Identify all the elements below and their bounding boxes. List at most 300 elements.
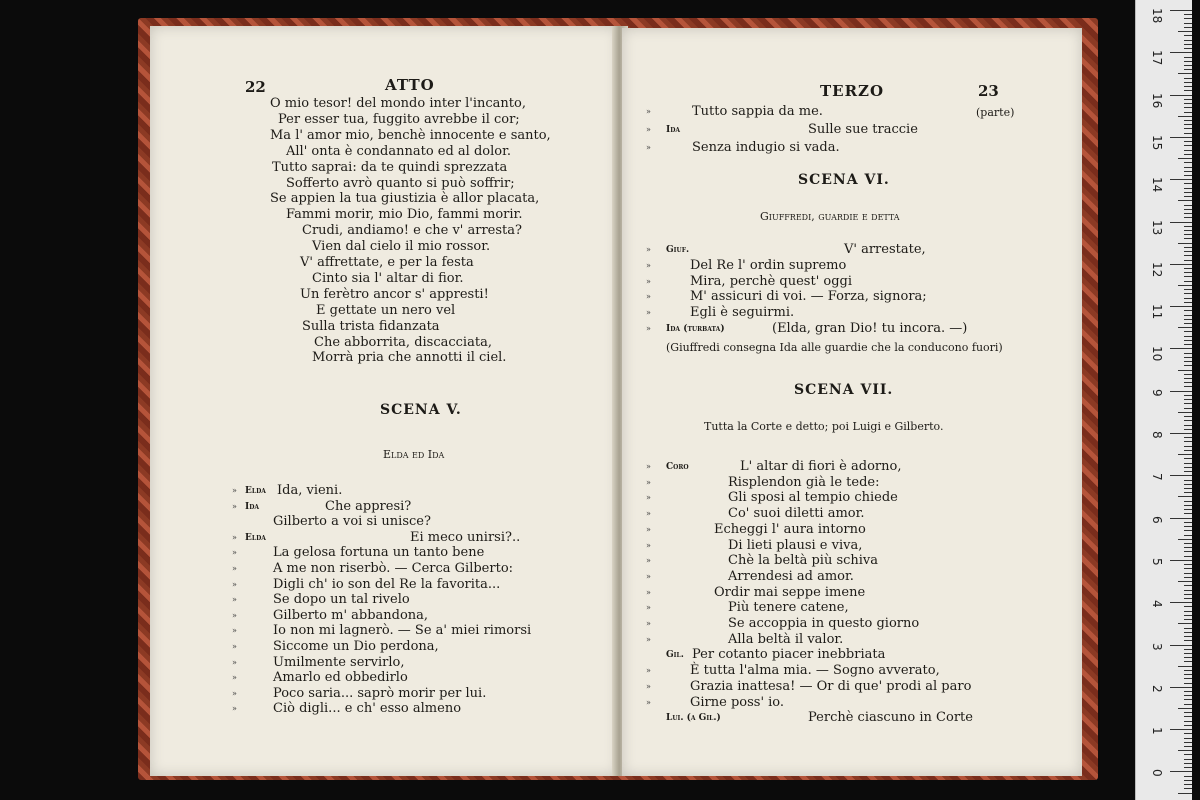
ruler-tick	[1178, 116, 1192, 117]
ruler-tick	[1184, 725, 1192, 726]
ruler-tick	[1184, 120, 1192, 121]
ruler-label: 15	[1150, 134, 1164, 151]
ruler-tick	[1184, 192, 1192, 193]
ruler-tick	[1178, 666, 1192, 667]
ruler-tick	[1178, 454, 1192, 455]
left-page	[150, 26, 618, 776]
ruler-tick	[1184, 40, 1192, 41]
ruler-tick	[1184, 683, 1192, 684]
ruler-tick	[1184, 289, 1192, 290]
ruler-tick	[1184, 746, 1192, 747]
ruler-tick	[1184, 171, 1192, 172]
ruler-tick	[1184, 573, 1192, 574]
ruler-tick	[1178, 327, 1192, 328]
ruler-tick	[1184, 61, 1192, 62]
ruler-tick	[1184, 18, 1192, 19]
ruler-tick	[1184, 492, 1192, 493]
dialogue-line: Mira, perchè quest' oggi	[690, 273, 853, 289]
ruler-tick	[1184, 124, 1192, 125]
ruler-tick	[1184, 425, 1192, 426]
line-marker: »	[646, 524, 651, 534]
ruler-tick	[1184, 44, 1192, 45]
ruler-tick	[1184, 691, 1192, 692]
ruler-tick	[1184, 628, 1192, 629]
line-marker: »	[232, 626, 237, 636]
ruler-tick	[1184, 467, 1192, 468]
ruler-tick	[1184, 636, 1192, 637]
ruler-tick	[1184, 606, 1192, 607]
verse-line: V' affrettate, e per la festa	[300, 255, 474, 270]
ruler-tick	[1170, 348, 1192, 349]
ruler-tick	[1170, 475, 1192, 476]
line-marker: »	[232, 595, 237, 605]
stage-direction: (Giuffredi consegna Ida alle guardie che la conducono fuori)	[666, 341, 1003, 354]
verse-line: Morrà pria che annotti il ciel.	[312, 350, 507, 366]
ruler-tick	[1184, 112, 1192, 113]
ruler-tick	[1184, 590, 1192, 591]
ruler-tick	[1184, 556, 1192, 557]
ruler-label: 18	[1150, 8, 1164, 24]
dialogue-line: Di lieti plausi e viva,	[728, 537, 863, 553]
line-marker: »	[646, 571, 651, 581]
ruler-tick	[1184, 530, 1192, 531]
ruler-tick	[1184, 145, 1192, 146]
line-marker: »	[646, 493, 651, 503]
ruler-label: 14	[1150, 177, 1164, 193]
right-page	[622, 28, 1082, 776]
ruler-tick	[1184, 344, 1192, 345]
ruler-tick	[1184, 446, 1192, 447]
dialogue-line: Gilberto m' abbandona,	[273, 607, 429, 623]
scene7-title: SCENA VII.	[794, 382, 894, 398]
line-marker: »	[232, 579, 237, 589]
ruler-tick	[1184, 759, 1192, 760]
verse-line: Cinto sia l' altar di fior.	[312, 270, 464, 286]
speaker-label: Ida	[666, 125, 681, 135]
ruler-tick	[1184, 272, 1192, 273]
line-marker: »	[646, 509, 651, 519]
page-number-left: 22	[245, 78, 266, 96]
ruler-tick	[1178, 285, 1192, 286]
ruler-tick	[1184, 14, 1192, 15]
dialogue-line: La gelosa fortuna un tanto bene	[273, 545, 485, 561]
ruler-tick	[1184, 513, 1192, 514]
ruler-tick	[1184, 99, 1192, 100]
ruler-tick	[1184, 437, 1192, 438]
dialogue-line: Co' suoi diletti amor.	[728, 506, 865, 522]
verse-line: Sulla trista fidanzata	[302, 318, 440, 334]
verse-line: Se appien la tua giustizia è allor placata,	[270, 191, 540, 207]
speaker-label: Lui. (a Gil.)	[666, 713, 721, 724]
verse-line: Un ferètro ancor s' appresti!	[300, 286, 489, 302]
scene7-characters: Tutta la Corte e detto; poi Luigi e Gilberto.	[704, 420, 944, 433]
ruler-tick	[1178, 623, 1192, 624]
ruler-tick	[1184, 27, 1192, 28]
ruler-tick	[1184, 353, 1192, 354]
ruler-tick	[1184, 488, 1192, 489]
ruler-tick	[1178, 581, 1192, 582]
ruler-tick	[1184, 416, 1192, 417]
ruler-tick	[1184, 429, 1192, 430]
line-marker: »	[646, 666, 651, 676]
ruler-tick	[1184, 175, 1192, 176]
line-marker: »	[646, 681, 651, 691]
ruler-tick	[1170, 687, 1192, 688]
ruler-tick	[1184, 167, 1192, 168]
ruler-tick	[1184, 670, 1192, 671]
ruler-tick	[1184, 382, 1192, 383]
ruler-tick	[1184, 704, 1192, 705]
line-marker: »	[232, 610, 237, 620]
ruler-tick	[1184, 767, 1192, 768]
dialogue-line: Egli è seguirmi.	[690, 305, 795, 321]
dialogue-line: Del Re l' ordin supremo	[690, 257, 847, 273]
verse-line: Sofferto avrò quanto si può soffrir;	[286, 175, 515, 191]
page-number-right: 23	[978, 82, 999, 100]
ruler-tick	[1184, 162, 1192, 163]
ruler-tick	[1184, 712, 1192, 713]
ruler-tick	[1170, 222, 1192, 223]
speaker-label: Ida (turbata)	[666, 324, 725, 334]
ruler-tick	[1184, 205, 1192, 206]
dialogue-line: Alla beltà il valor.	[728, 631, 844, 647]
ruler-tick	[1184, 323, 1192, 324]
ruler-tick	[1170, 306, 1192, 307]
ruler-tick	[1170, 10, 1192, 11]
speaker-label: Gil.	[666, 650, 684, 661]
line-marker: »	[232, 564, 237, 573]
ruler-tick	[1170, 391, 1192, 392]
ruler-label: 2	[1150, 684, 1164, 693]
dialogue-line: Digli ch' io son del Re la favorita...	[273, 576, 501, 592]
ruler-tick	[1184, 251, 1192, 252]
ruler-tick	[1184, 420, 1192, 421]
dialogue-line: Amarlo ed obbedirlo	[273, 670, 408, 686]
ruler-tick	[1170, 645, 1192, 646]
running-head-right: TERZO	[820, 82, 885, 100]
ruler-tick	[1184, 657, 1192, 658]
ruler-tick	[1184, 733, 1192, 734]
line-marker: »	[232, 673, 237, 683]
ruler-tick	[1170, 729, 1192, 730]
line-marker: »	[646, 292, 651, 302]
ruler-tick	[1184, 678, 1192, 679]
ruler-tick	[1178, 539, 1192, 540]
ruler-tick	[1184, 577, 1192, 578]
ruler-tick	[1184, 357, 1192, 358]
ruler-label: 16	[1150, 92, 1164, 108]
ruler-tick	[1184, 213, 1192, 214]
line-marker: »	[646, 603, 651, 613]
line-marker: »	[232, 532, 237, 542]
measurement-ruler	[1135, 0, 1192, 800]
ruler-tick	[1184, 365, 1192, 366]
dialogue-line: Chè la beltà più schiva	[728, 553, 879, 569]
ruler-tick	[1184, 780, 1192, 781]
line-marker: »	[646, 308, 651, 318]
ruler-tick	[1184, 784, 1192, 785]
ruler-tick	[1184, 484, 1192, 485]
ruler-tick	[1184, 23, 1192, 24]
ruler-label: 11	[1150, 304, 1164, 320]
ruler-tick	[1178, 496, 1192, 497]
ruler-tick	[1184, 298, 1192, 299]
ruler-tick	[1184, 458, 1192, 459]
ruler-tick	[1178, 793, 1192, 794]
ruler-tick	[1184, 57, 1192, 58]
ruler-tick	[1178, 750, 1192, 751]
ruler-tick	[1184, 65, 1192, 66]
line-marker: »	[646, 143, 651, 152]
ruler-tick	[1184, 522, 1192, 523]
ruler-tick	[1184, 594, 1192, 595]
ruler-label: 3	[1150, 642, 1164, 651]
ruler-tick	[1184, 699, 1192, 700]
ruler-tick	[1178, 158, 1192, 159]
ruler-tick	[1184, 107, 1192, 108]
ruler-tick	[1184, 564, 1192, 565]
ruler-tick	[1184, 82, 1192, 83]
verse-line: Crudi, andiamo! e che v' arresta?	[302, 223, 522, 239]
scene-title: SCENA V.	[380, 402, 462, 418]
ruler-tick	[1184, 183, 1192, 184]
speaker-label: Giuf.	[666, 245, 690, 255]
ruler-tick	[1178, 31, 1192, 32]
ruler-tick	[1184, 315, 1192, 316]
ruler-tick	[1170, 560, 1192, 561]
ruler-tick	[1184, 302, 1192, 303]
dialogue-line: M' assicuri di voi. — Forza, signora;	[690, 289, 927, 305]
dialogue-line: V' arrestate,	[844, 242, 926, 257]
ruler-tick	[1178, 370, 1192, 371]
verse-line: Che abborrita, discacciata,	[314, 334, 492, 350]
verse-line: Per esser tua, fuggito avrebbe il cor;	[278, 111, 520, 127]
dialogue-line: È tutta l'alma mia. — Sogno avverato,	[690, 663, 940, 679]
dialogue-line: Per cotanto piacer inebbriata	[692, 647, 886, 663]
line-marker: »	[232, 501, 237, 511]
dialogue-line: Senza indugio si vada.	[692, 140, 840, 155]
verse-line: Ma l' amor mio, benchè innocente e santo,	[270, 127, 551, 143]
dialogue-line: (Elda, gran Dio! tu incora. —)	[772, 321, 968, 336]
ruler-tick	[1184, 615, 1192, 616]
ruler-tick	[1184, 721, 1192, 722]
ruler-tick	[1170, 137, 1192, 138]
line-marker: »	[646, 556, 651, 566]
dialogue-line: Echeggi l' aura intorno	[714, 521, 866, 537]
ruler-tick	[1184, 450, 1192, 451]
line-marker: »	[232, 548, 237, 558]
ruler-tick	[1184, 336, 1192, 337]
speaker-label: Elda	[245, 532, 266, 543]
line-marker: »	[646, 634, 651, 644]
dialogue-line: Umilmente servirlo,	[273, 654, 405, 670]
line-marker: »	[232, 688, 237, 698]
ruler-label: 12	[1150, 261, 1164, 278]
ruler-tick	[1184, 551, 1192, 552]
ruler-tick	[1184, 378, 1192, 379]
ruler-tick	[1170, 264, 1192, 265]
ruler-tick	[1184, 788, 1192, 789]
speaker-label: Coro	[666, 462, 689, 472]
scene6-title: SCENA VI.	[798, 172, 890, 188]
ruler-tick	[1184, 255, 1192, 256]
line-marker: »	[232, 642, 237, 651]
ruler-tick	[1178, 200, 1192, 201]
ruler-tick	[1184, 463, 1192, 464]
ruler-tick	[1184, 310, 1192, 311]
ruler-tick	[1184, 69, 1192, 70]
line-marker: »	[646, 619, 651, 628]
dialogue-line: Ei meco unirsi?..	[410, 529, 521, 545]
ruler-tick	[1170, 179, 1192, 180]
ruler-tick	[1170, 771, 1192, 772]
running-head-left: ATTO	[385, 76, 435, 94]
line-marker: »	[646, 125, 651, 134]
dialogue-line: Sulle sue traccie	[808, 122, 918, 137]
dialogue-line: Risplendon già le tede:	[728, 474, 880, 490]
ruler-tick	[1184, 716, 1192, 717]
dialogue-line: A me non riserbò. — Cerca Gilberto:	[273, 561, 514, 576]
dialogue-line: Siccome un Dio perdona,	[273, 639, 439, 654]
dialogue-line: Io non mi lagnerò. — Se a' miei rimorsi	[273, 623, 532, 639]
ruler-tick	[1184, 90, 1192, 91]
ruler-tick	[1184, 535, 1192, 536]
ruler-label: 1	[1150, 727, 1164, 735]
line-marker: »	[232, 657, 237, 667]
dialogue-line: Tutto sappia da me.	[692, 104, 823, 119]
ruler-tick	[1184, 471, 1192, 472]
ruler-label: 6	[1150, 515, 1164, 524]
ruler-tick	[1184, 247, 1192, 248]
ruler-tick	[1184, 281, 1192, 282]
ruler-tick	[1170, 95, 1192, 96]
ruler-tick	[1184, 226, 1192, 227]
verse-line: O mio tesor! del mondo inter l'incanto,	[270, 96, 526, 111]
ruler-tick	[1184, 441, 1192, 442]
line-marker: »	[646, 107, 651, 116]
dialogue-line: Gli sposi al tempio chiede	[728, 490, 898, 506]
line-marker: »	[646, 462, 651, 471]
ruler-tick	[1184, 374, 1192, 375]
ruler-tick	[1184, 260, 1192, 261]
dialogue-line: Se accoppia in questo giorno	[728, 616, 920, 631]
ruler-label: 13	[1150, 219, 1164, 235]
line-marker: »	[646, 260, 651, 270]
ruler-tick	[1184, 196, 1192, 197]
stage-note: (parte)	[976, 106, 1015, 119]
dialogue-line: Girne poss' io.	[690, 694, 785, 710]
ruler-tick	[1184, 48, 1192, 49]
ruler-tick	[1184, 403, 1192, 404]
ruler-tick	[1184, 395, 1192, 396]
ruler-tick	[1184, 619, 1192, 620]
ruler-tick	[1184, 150, 1192, 151]
ruler-tick	[1178, 73, 1192, 74]
line-marker: »	[646, 540, 651, 550]
dialogue-line: Ida, vieni.	[277, 483, 343, 498]
ruler-label: 17	[1150, 50, 1164, 66]
ruler-tick	[1170, 52, 1192, 53]
speaker-label: Ida	[245, 501, 260, 512]
ruler-tick	[1184, 141, 1192, 142]
dialogue-line: Se dopo un tal rivelo	[273, 592, 410, 608]
ruler-tick	[1178, 243, 1192, 244]
dialogue-line: Ordir mai seppe imene	[714, 584, 866, 600]
ruler-tick	[1184, 188, 1192, 189]
line-marker: »	[646, 587, 651, 597]
verse-line: Fammi morir, mio Dio, fammi morir.	[286, 207, 523, 223]
ruler-tick	[1184, 86, 1192, 87]
ruler-label: 8	[1150, 431, 1164, 439]
ruler-tick	[1184, 742, 1192, 743]
ruler-label: 5	[1150, 557, 1164, 566]
scene6-characters: Giuffredi, guardie e detta	[760, 210, 900, 223]
ruler-tick	[1184, 568, 1192, 569]
dialogue-line: Ciò digli... e ch' esso almeno	[273, 701, 462, 717]
dialogue-line: Perchè ciascuno in Corte	[808, 710, 973, 726]
ruler-tick	[1184, 776, 1192, 777]
dialogue-line: Poco saria... saprò morir per lui.	[273, 685, 487, 701]
ruler-label: 7	[1150, 473, 1164, 481]
line-marker: »	[646, 276, 651, 286]
ruler-tick	[1170, 433, 1192, 434]
line-marker: »	[646, 697, 651, 707]
ruler-tick	[1184, 340, 1192, 341]
line-marker: »	[232, 486, 237, 495]
ruler-tick	[1184, 103, 1192, 104]
ruler-tick	[1184, 611, 1192, 612]
ruler-tick	[1184, 738, 1192, 739]
ruler-tick	[1184, 319, 1192, 320]
dialogue-line: Gilberto a voi si unisce?	[273, 514, 431, 530]
ruler-tick	[1184, 547, 1192, 548]
verse-line: Tutto saprai: da te quindi sprezzata	[272, 159, 508, 175]
ruler-tick	[1184, 480, 1192, 481]
ruler-tick	[1170, 518, 1192, 519]
dialogue-line: Che appresi?	[325, 498, 412, 514]
dialogue-line: Arrendesi ad amor.	[728, 568, 854, 584]
ruler-tick	[1184, 526, 1192, 527]
ruler-tick	[1184, 35, 1192, 36]
dialogue-line: Grazia inattesa! — Or di que' prodi al paro	[690, 678, 972, 694]
ruler-label: 10	[1150, 346, 1164, 362]
ruler-tick	[1184, 505, 1192, 506]
dialogue-line: L' altar di fiori è adorno,	[740, 459, 902, 474]
line-marker: »	[646, 477, 651, 487]
ruler-tick	[1184, 386, 1192, 387]
ruler-tick	[1184, 674, 1192, 675]
line-marker: »	[232, 704, 237, 714]
ruler-tick	[1184, 399, 1192, 400]
ruler-tick	[1184, 754, 1192, 755]
ruler-tick	[1184, 238, 1192, 239]
ruler-tick	[1170, 602, 1192, 603]
verse-line: E gettate un nero vel	[316, 302, 456, 318]
ruler-tick	[1184, 230, 1192, 231]
ruler-tick	[1184, 268, 1192, 269]
ruler-tick	[1184, 408, 1192, 409]
ruler-tick	[1184, 276, 1192, 277]
ruler-label: 0	[1150, 769, 1164, 778]
line-marker: »	[646, 245, 651, 254]
ruler-tick	[1184, 653, 1192, 654]
ruler-tick	[1184, 154, 1192, 155]
scene-characters: Elda ed Ida	[383, 448, 445, 461]
ruler-tick	[1184, 763, 1192, 764]
ruler-tick	[1184, 632, 1192, 633]
ruler-tick	[1184, 649, 1192, 650]
ruler-tick	[1184, 661, 1192, 662]
